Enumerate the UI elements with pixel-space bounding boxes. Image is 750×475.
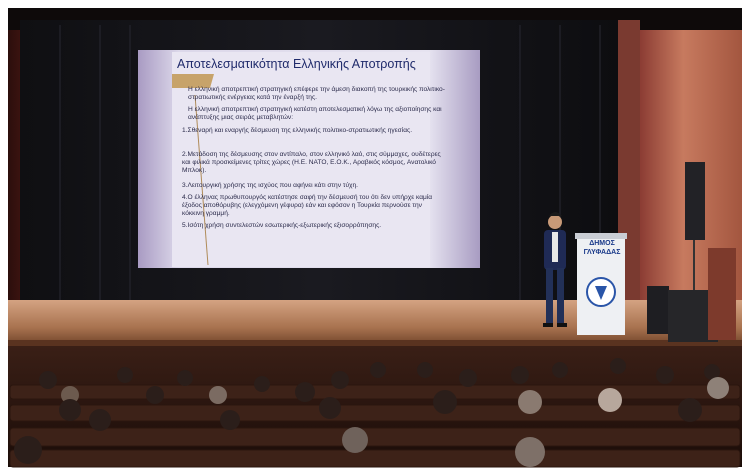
- loudspeaker-tall: [685, 162, 705, 240]
- slide-line-6: 4.Ο έλληνας πρωθυπουργός κατέστησε σαφή την δέσμευσή του ότι δεν υπήρχε καμία έξοδος αποθόρυβης (ελεγχόμενη γέφυρα) εάν και εφόσον η Τουρκία περνούσε την κόκκινη γραμμή.: [182, 194, 433, 218]
- podium-sign-line1: ΔΗΜΟΣ: [589, 240, 615, 247]
- stage-floor: [8, 300, 742, 346]
- loudspeaker-floor: [647, 286, 669, 334]
- slide-line-3: 1.Σθεναρή και εναργής δέσμευση της ελληνικής πολιτικο-στρατιωτικής ηγεσίας.: [182, 127, 413, 134]
- slide-line-4: 2.Μετάδοση της δέσμευσης στον αντίπαλο, στον ελληνικό λαό, στις σύμμαχες, ουδέτερες και φιλικά προσκείμενες τρίτες χώρες (Η.Ε. ΝΑΤΟ, Ε.Ο.Κ., Αραβικός κόσμος, Ανατολικό Μπλοκ).: [182, 151, 441, 175]
- podium-sign: [580, 240, 624, 257]
- slide-line-1: Η ελληνική αποτρεπτική στρατηγική επέφερε την άμεση διακοπή της τουρκικής πολιτικο-στρατιωτικής ενέργειας κατά την έναρξή της.: [188, 86, 445, 102]
- slide-line-2: Η ελληνική αποτρεπτική στρατηγική κατέστη αποτελεσματική λόγω της αξιοποίησης και ανάπτυξης μιας σειράς μεταβλητών:: [188, 106, 442, 122]
- podium-sign-line2: ΓΛΥΦΑΔΑΣ: [583, 248, 621, 256]
- slide-title: Αποτελεσματικότητα Ελληνικής Αποτροπής: [177, 57, 416, 71]
- slide-line-5: 3.Λειτουργική χρήσης της ισχύος που αφήνει κάτι στην τύχη.: [182, 182, 359, 189]
- slide-line-7: 5.Ισότη χρήση συντελεστών εσωτερικής-εξωτερικής εξισορρόπησης.: [182, 222, 382, 229]
